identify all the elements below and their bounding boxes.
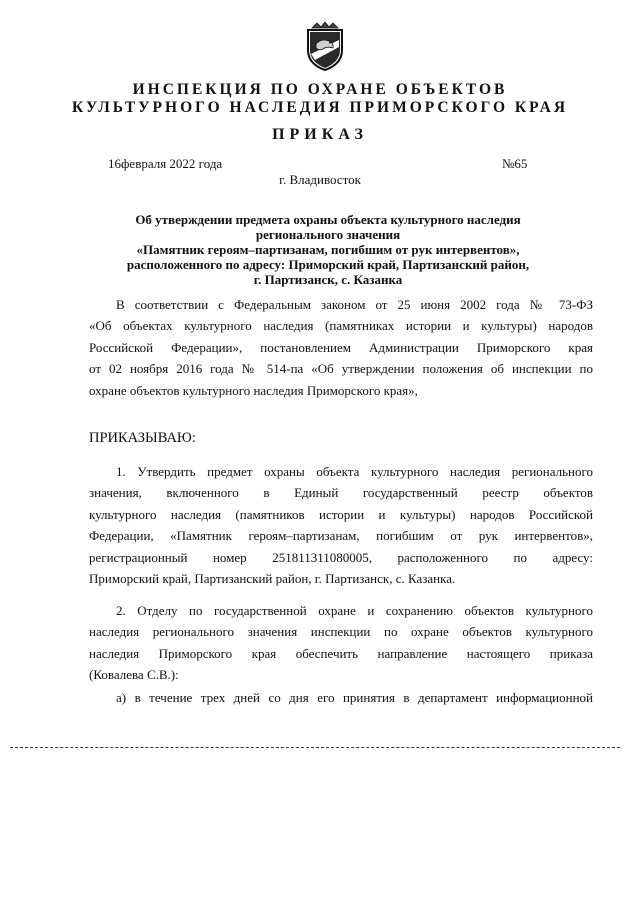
item-1-paragraph — [89, 461, 593, 589]
paragraph-line: Российской Федерации», постановлением Администрации Приморского края — [89, 339, 593, 355]
paragraph-line: В соответствии с Федеральным законом от 25 июня 2002 года № 73-ФЗ — [116, 297, 593, 312]
document-date: 16февраля 2022 года — [108, 156, 223, 171]
item-2-paragraph — [89, 600, 593, 686]
page-break-separator — [10, 747, 620, 748]
organization-name-line2: КУЛЬТУРНОГО НАСЛЕДИЯ ПРИМОРСКОГО КРАЯ — [71, 99, 569, 116]
preamble-paragraph — [89, 294, 593, 401]
paragraph-line: наследия Приморского края обеспечить направление настоящего приказа — [89, 645, 593, 661]
paragraph-line: регистрационный номер 251811311080005, расположенного по адресу: — [89, 549, 593, 565]
title-line: «Памятник героям–партизанам, погибшим от рук интервентов», — [136, 242, 520, 257]
paragraph-line: охране объектов культурного наследия Приморского края», — [89, 382, 418, 398]
paragraph-line: значения, включенного в Единый государственный реестр объектов — [89, 485, 593, 501]
coat-of-arms-icon — [303, 20, 347, 72]
document-city: г. Владивосток — [279, 172, 361, 187]
item-2a-paragraph — [89, 687, 593, 708]
title-line: Об утверждении предмета охраны объекта культурного наследия — [135, 212, 521, 227]
paragraph-line: 2. Отделу по государственной охране и сохранению объектов культурного — [116, 603, 593, 618]
document-title — [88, 212, 568, 287]
order-heading: ПРИКАЗЫВАЮ: — [89, 430, 196, 446]
paragraph-line: от 02 ноября 2016 года № 514-па «Об утверждении положения об инспекции по — [89, 361, 593, 377]
title-line: регионального значения — [255, 227, 401, 242]
title-line: г. Партизанск, с. Казанка — [253, 272, 403, 287]
document-number: №65 — [502, 156, 528, 171]
paragraph-line: «Об объектах культурного наследия (памятниках истории и культуры) народов — [89, 318, 593, 334]
paragraph-line: (Ковалева С.В.): — [89, 667, 179, 683]
paragraph-line: Федерации, «Памятник героям–партизанам, погибшим от рук интервентов», — [89, 528, 593, 544]
paragraph-line: наследия регионального значения инспекции по охране объектов культурного — [89, 624, 593, 640]
document-type: ПРИКАЗ — [272, 126, 368, 143]
title-line: расположенного по адресу: Приморский край, Партизанский район, — [126, 257, 530, 272]
paragraph-line: культурного наследия (памятников истории и культуры) народов Российской — [89, 506, 593, 522]
paragraph-line: а) в течение трех дней со дня его принятия в департамент информационной — [116, 690, 593, 705]
paragraph-line: Приморский край, Партизанский район, г. Партизанск, с. Казанка. — [89, 570, 456, 586]
organization-name-line1: ИНСПЕКЦИЯ ПО ОХРАНЕ ОБЪЕКТОВ — [132, 81, 508, 98]
paragraph-line: 1. Утвердить предмет охраны объекта культурного наследия регионального — [116, 464, 593, 479]
